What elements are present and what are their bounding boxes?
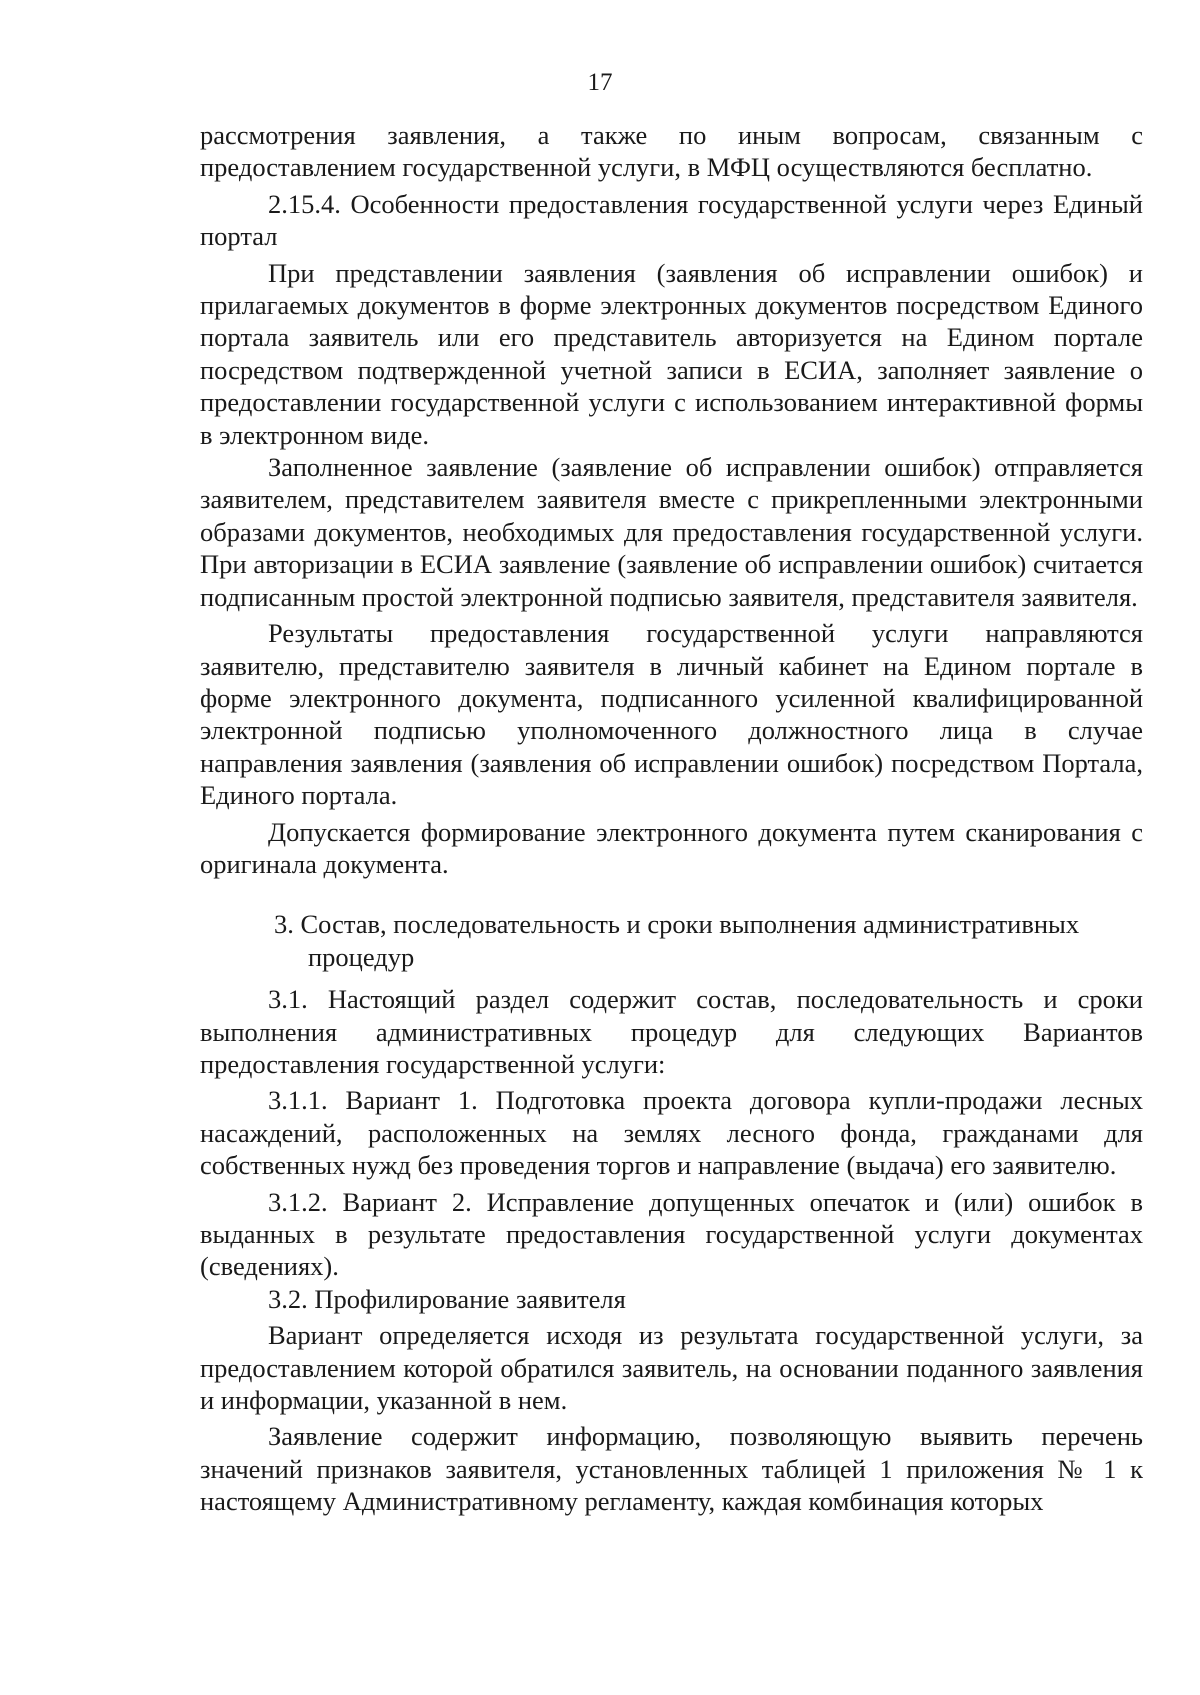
paragraph-3-1-2-variant-2: 3.1.2. Вариант 2. Исправление допущенных опечаток и (или) ошибок в выданных в результате предоставления государственной услуги документах (сведениях).: [200, 1186, 1143, 1282]
section-3-heading: [200, 908, 1143, 973]
paragraph-3-2-heading: 3.2. Профилирование заявителя: [268, 1283, 626, 1314]
paragraph-3-1-1-variant-1: 3.1.1. Вариант 1. Подготовка проекта договора купли-продажи лесных насаждений, расположенных на землях лесного фонда, гражданами для собственных нужд без проведения торгов и направление (выдача) его заявителю.: [200, 1085, 1143, 1181]
paragraph-2-15-4-heading: 2.15.4. Особенности предоставления государственной услуги через Единый портал: [200, 188, 1143, 252]
section-3-heading-line1: 3. Состав, последовательность и сроки выполнения административных: [274, 909, 1080, 940]
paragraph-application-via-portal: При представлении заявления (заявления об исправлении ошибок) и прилагаемых документов в форме электронных документов посредством Единого портала заявитель или его представитель авторизуется на Едином портале посредством подтвержденной учетной записи в ЕСИА, заполняет заявление о предоставлении государственной услуги с использованием интерактивной формы в электронном виде.: [200, 257, 1143, 450]
paragraph-mfc-free-of-charge: рассмотрения заявления, а также по иным вопросам, связанным с предоставлением государственной услуги, в МФЦ осуществляются бесплатно.: [200, 120, 1143, 183]
paragraph-variant-determination: Вариант определяется исходя из результата государственной услуги, за предоставлением которой обратился заявитель, на основании поданного заявления и информации, указанной в нем.: [200, 1320, 1143, 1416]
paragraph-service-results: Результаты предоставления государственной услуги направляются заявителю, представителю заявителя в личный кабинет на Едином портале в форме электронного документа, подписанного усиленной квалифицированной электронной подписью уполномоченного должностного лица в случае направления заявления (заявления об исправлении ошибок) посредством Портала, Единого портала.: [200, 618, 1143, 811]
section-3-heading-line2: процедур: [308, 941, 415, 972]
paragraph-3-1: 3.1. Настоящий раздел содержит состав, последовательность и сроки выполнения административных процедур для следующих Вариантов предоставления государственной услуги:: [200, 984, 1143, 1079]
paragraph-completed-application: Заполненное заявление (заявление об исправлении ошибок) отправляется заявителем, представителем заявителя вместе с прикрепленными электронными образами документов, необходимых для предоставления государственной услуги. При авторизации в ЕСИА заявление (заявление об исправлении ошибок) считается подписанным простой электронной подписью заявителя, представителя заявителя.: [200, 452, 1143, 612]
paragraph-scanning-allowed: Допускается формирование электронного документа путем сканирования с оригинала документа.: [200, 816, 1143, 879]
paragraph-application-contents: Заявление содержит информацию, позволяющую выявить перечень значений признаков заявителя, установленных таблицей 1 приложения № 1 к настоящему Административному регламенту, каждая комбинация которых: [200, 1421, 1143, 1517]
document-body: [200, 119, 1143, 1518]
page-number: 17: [587, 69, 613, 96]
